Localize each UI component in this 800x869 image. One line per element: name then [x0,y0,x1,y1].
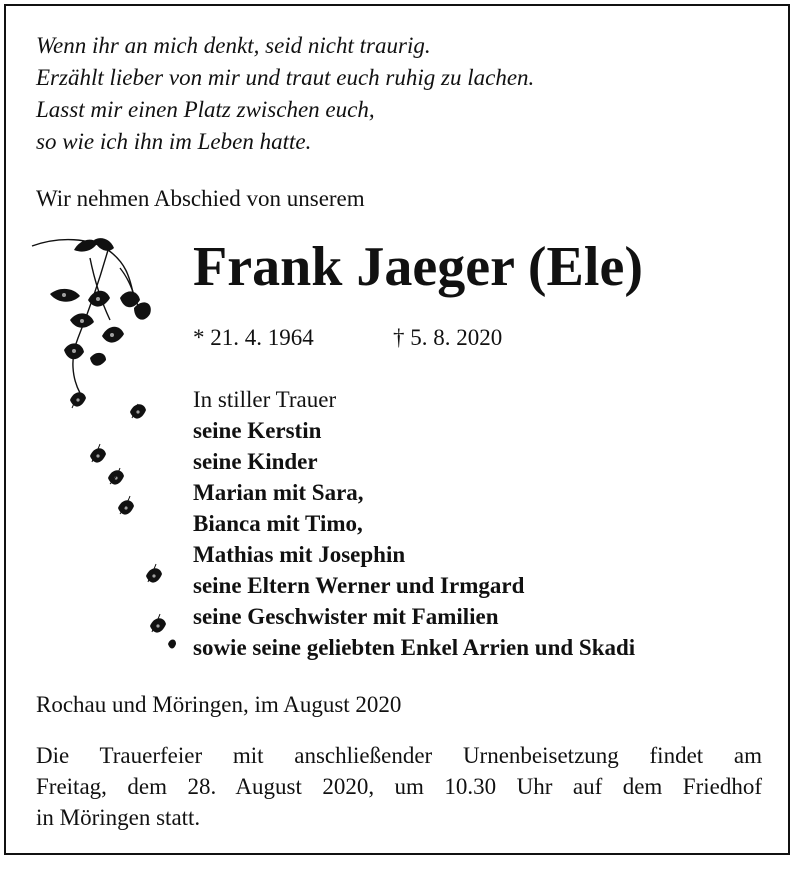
leaf-branch-icon [30,228,190,668]
life-dates [193,323,503,353]
farewell-intro: Wir nehmen Abschied von unserem [36,186,365,211]
poem-line: so wie ich ihn im Leben hatte. [36,129,312,154]
mourner-line: seine Kerstin [193,418,322,443]
ceremony-line: Freitag, dem 28. August 2020, um 10.30 Uhr auf dem Friedhof [36,774,762,799]
ceremony-line: Die Trauerfeier mit anschließender Urnenbeisetzung findet am [36,743,762,768]
mourner-line: Bianca mit Timo, [193,511,363,536]
poem [36,30,534,158]
mourner-line: seine Kinder [193,449,318,474]
mourners-list [193,384,635,663]
place-date: Rochau und Möringen, im August 2020 [36,692,402,717]
mourners-intro: In stiller Trauer [193,387,337,412]
mourner-line: seine Eltern Werner und Irmgard [193,573,525,598]
birth-date: * 21. 4. 1964 [193,325,314,350]
mourner-line: Mathias mit Josephin [193,542,406,567]
poem-line: Wenn ihr an mich denkt, seid nicht traurig. [36,33,431,58]
deceased-name: Frank Jaeger (Ele) [193,236,643,298]
mourner-line: seine Geschwister mit Familien [193,604,499,629]
ceremony-notice [36,740,762,833]
death-date: † 5. 8. 2020 [393,325,503,350]
mourner-line: Marian mit Sara, [193,480,364,505]
mourner-line: sowie seine geliebten Enkel Arrien und Skadi [193,635,636,660]
poem-line: Lasst mir einen Platz zwischen euch, [36,97,375,122]
ceremony-line: in Möringen statt. [36,805,201,830]
poem-line: Erzählt lieber von mir und traut euch ruhig zu lachen. [36,65,535,90]
